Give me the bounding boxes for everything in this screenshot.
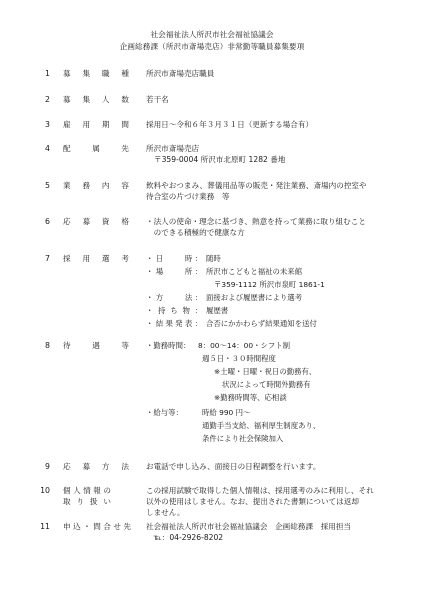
item-number: 6 (45, 217, 50, 226)
page-title: 企画総務課（所沢市斎場売店）非常勤等職員募集要項 (119, 42, 305, 51)
contact-org: 社会福祉法人所沢市社会福祉協議会 企画総務課 採用担当 (146, 522, 352, 531)
item-label: 採用選考 (63, 254, 129, 263)
item-number: 2 (45, 95, 50, 104)
selection-label: ・日 時： (146, 254, 202, 263)
item-content: 所沢市斎場売店 〒359-0004 所沢市北原町 1282 番地 (146, 144, 286, 164)
selection-value: 合否にかかわらず結果通知を送付 (206, 319, 317, 328)
item-number: 1 (45, 69, 50, 78)
pay-label: ・給与等： (146, 408, 183, 417)
item-content: 所沢市斎場売店職員 (146, 69, 215, 78)
selection-value: 所沢市こどもと福祉の未来館 (206, 267, 303, 276)
item-label: 雇用期間 (63, 120, 129, 129)
item-label: 待遇等 (63, 341, 129, 350)
work-note: ※勤務時間等、応相談 (214, 393, 287, 402)
work-note: ※土曜・日曜・祝日の勤務有、 (214, 367, 317, 376)
contact-phone: ℡：04-2926-8202 (146, 533, 224, 542)
selection-label: ・結果発表： (146, 319, 202, 328)
selection-value: 随時 (206, 254, 221, 263)
work-days-value: 週５日・３０時間程度 (202, 354, 276, 363)
selection-value: 面接および履歴書により選考 (206, 293, 303, 302)
selection-label: ・方 法： (146, 293, 202, 302)
item-label: 募集職種 (63, 69, 129, 78)
selection-label: ・場 所： (146, 267, 202, 276)
item-label: 個人情報の 取り扱い (63, 486, 111, 506)
pay-value: 条件により社会保険加入 (202, 434, 284, 443)
item-number: 5 (45, 181, 50, 190)
item-number: 11 (40, 522, 50, 531)
item-content: 若干名 (146, 95, 169, 104)
item-label: 募集人数 (63, 95, 129, 104)
item-label: 申込・問合せ先 (63, 522, 131, 531)
item-number: 8 (45, 341, 50, 350)
item-number: 4 (45, 144, 50, 153)
item-number: 10 (40, 486, 50, 495)
item-number: 7 (45, 254, 50, 263)
item-number: 3 (45, 120, 50, 129)
item-content: ・法人の使命・理念に基づき、熱意を持って業務に取り組むこと のできる積極的で健康な方 (146, 217, 366, 237)
work-note: 状況によって時間外勤務有 (222, 380, 311, 389)
pay-value: 通勤手当支給、福利厚生制度あり、 (202, 421, 321, 430)
item-content: 飲料やおつまみ、葬儀用品等の販売・発注業務、斎場内の控室や 待合室の片づけ業務 等 (146, 181, 367, 201)
item-label: 応募資格 (63, 217, 129, 226)
item-content: この採用試験で取得した個人情報は、採用選考のみに利用し、それ 以外の使用はしません。なお、提出された書類については返却 しません。 (146, 486, 374, 517)
selection-value: 〒359-1112 所沢市泉町 1861-1 (214, 280, 325, 289)
pay-value: 時給 990 円～ (202, 408, 251, 417)
item-number: 9 (45, 462, 50, 471)
item-content: お電話で申し込み、面接日の日程調整を行います。 (146, 462, 321, 471)
selection-value: 履歴書 (206, 306, 229, 315)
item-label: 業務内容 (63, 181, 129, 190)
item-label: 応募方法 (63, 462, 129, 471)
item-content: 採用日～令和６年３月３１日（更新する場合有） (146, 120, 314, 129)
work-hours-label: ・勤務時間： (146, 341, 191, 350)
item-content (146, 521, 408, 543)
item-label: 配属先 (63, 144, 129, 153)
selection-label: ・持ち物： (146, 306, 202, 315)
work-hours-value: 8：00～14：00・シフト制 (198, 341, 291, 350)
org-name: 社会福祉法人所沢市社会福祉協議会 (150, 30, 274, 39)
